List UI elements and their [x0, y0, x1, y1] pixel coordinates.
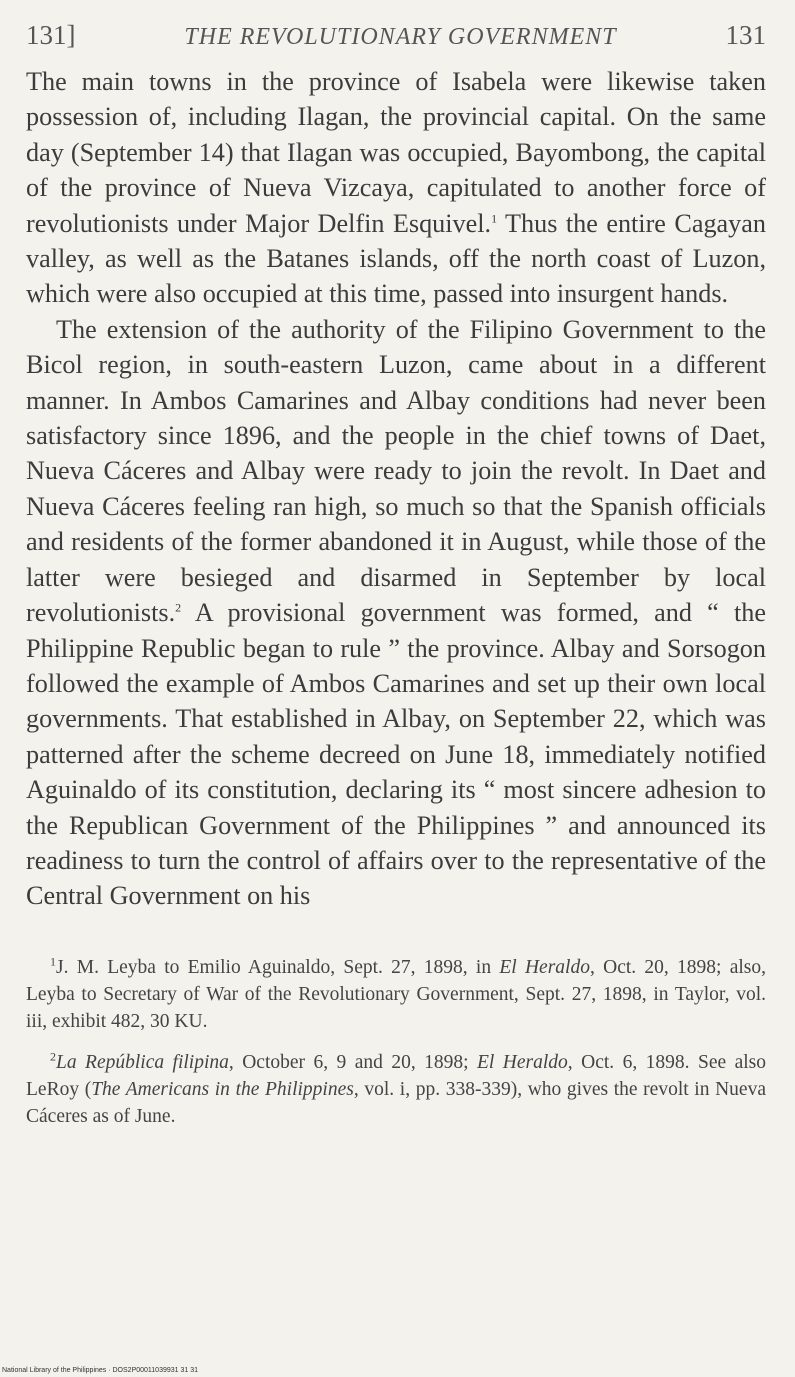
- footnote-1-italic: El Heraldo: [499, 956, 590, 978]
- footnote-ref-2: 2: [175, 600, 182, 615]
- right-page-number: 131: [725, 20, 766, 50]
- footnote-2-text-a: , October 6, 9 and 20, 1898;: [228, 1051, 478, 1073]
- paragraph-1-text-b: Thus the entire Cagayan valley, as well as the Batanes islands, off the north coast of Luzon, which were also occupied at this time, passed into insurgent hands.: [26, 208, 766, 309]
- footnote-1-text-a: J. M. Leyba to Emilio Aguinaldo, Sept. 27, 1898, in: [56, 956, 500, 978]
- archive-footer: National Library of the Philippines · DOS2P00011039931 31 31: [2, 1367, 198, 1374]
- paragraph-2-text-a: The extension of the authority of the Filipino Government to the Bicol region, in south-eastern Luzon, came about in a different manner. In Ambos Camarines and Albay conditions had never been satisfactory since 1896, and the people in the chief towns of Daet, Nueva Cáceres and Albay were ready to join the revolt. In Daet and Nueva Cáceres feeling ran high, so much so that the Spanish officials and residents of the former abandoned it in August, while those of the latter were besieged and disarmed in September by local revolutionists.: [26, 314, 766, 628]
- footnote-2: [26, 1049, 766, 1130]
- footnote-2-italic-b: El Heraldo: [477, 1051, 568, 1073]
- footnotes: [26, 954, 766, 1130]
- footnote-1: [26, 954, 766, 1035]
- document-page: [26, 20, 766, 1144]
- footnote-1-mark: 1: [50, 954, 56, 969]
- footnote-1-text-b: , Oct. 20, 1898; also, Leyba to Secretary of War of the Revolutionary Government, Sept. 27, 1898, in Taylor, vol. iii, exhibit 482, 30 KU.: [26, 956, 767, 1032]
- footnote-2-mark: 2: [50, 1049, 56, 1064]
- paragraph-1-text-a: The main towns in the province of Isabela were likewise taken possession of, including Ilagan, the provincial capital. On the same day (September 14) that Ilagan was occupied, Bayombong, the capital of the province of Nueva Vizcaya, capitulated to another force of revolutionists under Major Delfin Esquivel.: [26, 67, 766, 238]
- footnote-2-text-c: , vol. i, pp. 338-339), who gives the revolt in Nueva Cáceres as of June.: [26, 1078, 766, 1127]
- running-title: THE REVOLUTIONARY GOVERNMENT: [184, 24, 617, 50]
- footnote-2-italic-a: La República filipina: [56, 1051, 229, 1073]
- footnote-ref-1: 1: [491, 210, 498, 225]
- left-page-number: 131]: [26, 20, 76, 50]
- footnote-2-italic-c: The Americans in the Philippines: [91, 1078, 354, 1100]
- footnote-2-text-b: , Oct. 6, 1898. See also LeRoy (: [26, 1051, 766, 1100]
- running-header: [26, 20, 766, 64]
- paragraph-2-text-b: A provisional government was formed, and “ the Philippine Republic began to rule ” the province. Albay and Sorsogon followed the example of Ambos Camarines and set up their own local governments. That established in Albay, on September 22, which was patterned after the scheme decreed on June 18, immediately notified Aguinaldo of its constitution, declaring its “ most sincere adhesion to the Republican Government of the Philippines ” and announced its readiness to turn the control of affairs over to the representative of the Central Government on his: [26, 598, 766, 911]
- paragraph-1: [26, 64, 766, 312]
- paragraph-2: [26, 312, 766, 914]
